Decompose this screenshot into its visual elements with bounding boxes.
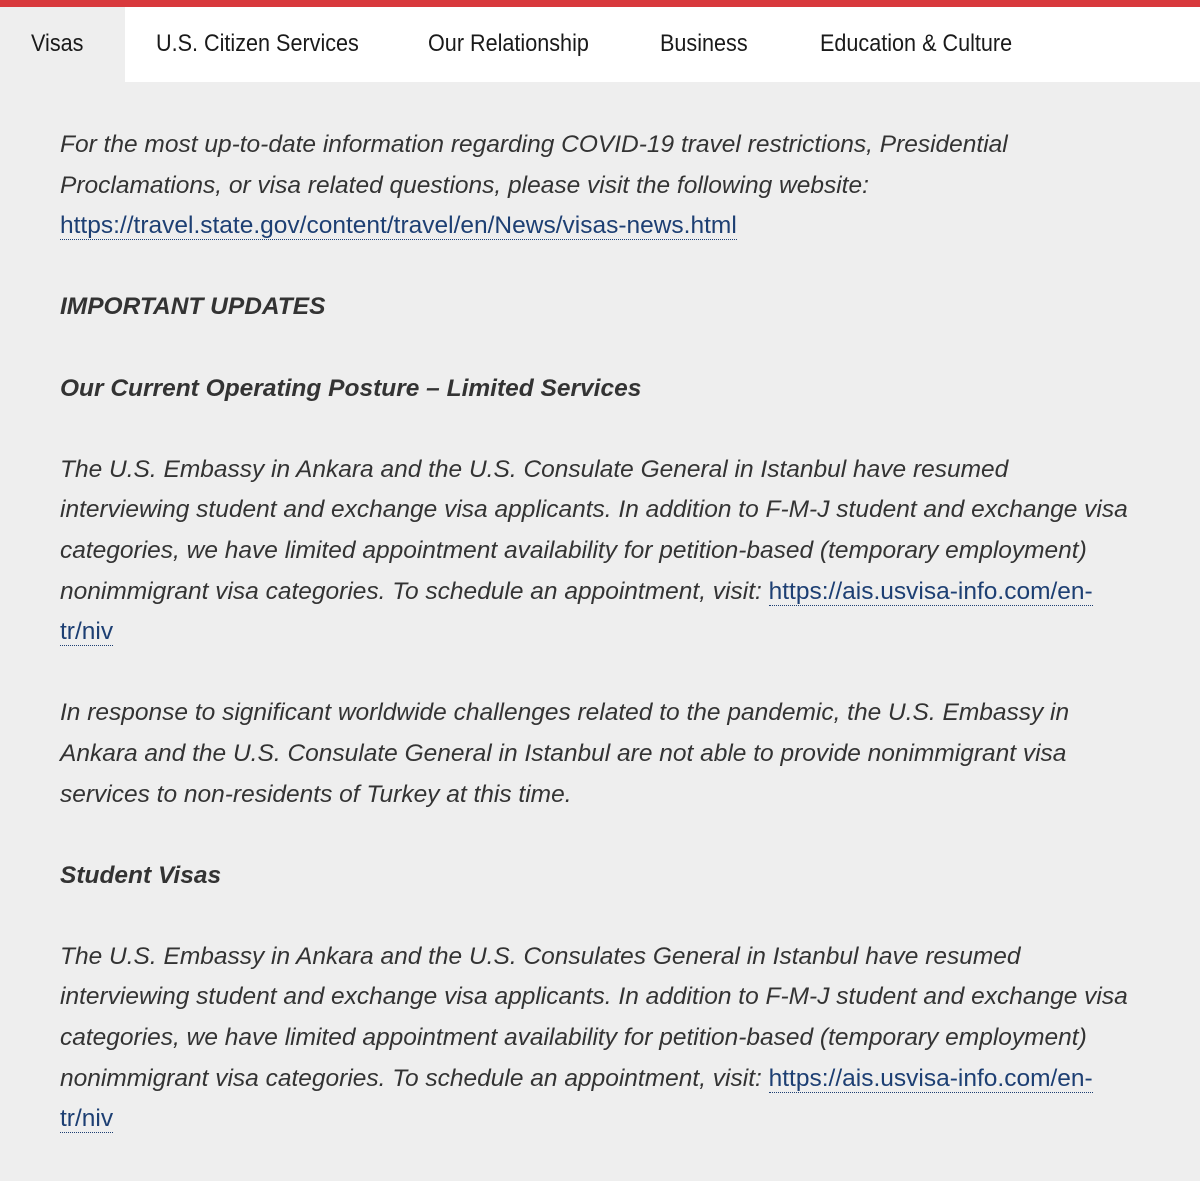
student-usvisa-appointment-link[interactable]: https://ais.usvisa-info.com/en-tr/niv <box>60 1064 1093 1133</box>
intro-text: For the most up-to-date information regarding COVID-19 travel restrictions, Presidential Proclamations, or visa related questions, please visit the following website: <box>60 131 1008 199</box>
content-body <box>60 125 1130 1180</box>
tab-business[interactable]: Business <box>660 30 748 57</box>
usvisa-appointment-link[interactable]: https://ais.usvisa-info.com/en-tr/niv <box>60 577 1093 646</box>
main-nav <box>0 7 1200 82</box>
pandemic-paragraph: In response to significant worldwide challenges related to the pandemic, the U.S. Embassy in Ankara and the U.S. Consulate General in Istanbul are not able to provide nonimmigrant visa services to non-residents of Turkey at this time. <box>60 699 1070 808</box>
tab-us-citizen-services[interactable]: U.S. Citizen Services <box>156 30 359 57</box>
intro-paragraph <box>60 125 1130 247</box>
tab-our-relationship[interactable]: Our Relationship <box>428 30 589 57</box>
travel-state-gov-link[interactable]: https://travel.state.gov/content/travel/en/News/visas-news.html <box>60 212 737 240</box>
student-visas-paragraph <box>60 937 1130 1140</box>
student-visas-heading: Student Visas <box>60 861 222 889</box>
visa-content-panel <box>0 82 1200 1181</box>
operating-posture-heading: Our Current Operating Posture – Limited Services <box>60 374 642 402</box>
tab-education-culture[interactable]: Education & Culture <box>820 30 1013 57</box>
important-updates-heading: IMPORTANT UPDATES <box>60 293 326 321</box>
student-text: The U.S. Embassy in Ankara and the U.S. Consulates General in Istanbul have resumed interviewing student and exchange visa applicants. In addition to F-M-J student and exchange visa categories, we have limited appointment availability for petition-based (temporary employment) nonimmigrant visa categories. To schedule an appointment, visit: <box>60 942 1128 1092</box>
posture-text: The U.S. Embassy in Ankara and the U.S. Consulate General in Istanbul have resumed interviewing student and exchange visa applicants. In addition to F-M-J student and exchange visa categories, we have limited appointment availability for petition-based (temporary employment) nonimmigrant visa categories. To schedule an appointment, visit: <box>60 455 1128 605</box>
posture-paragraph <box>60 450 1130 653</box>
accent-top-bar <box>0 0 1200 7</box>
tab-visas[interactable]: Visas <box>0 7 125 82</box>
